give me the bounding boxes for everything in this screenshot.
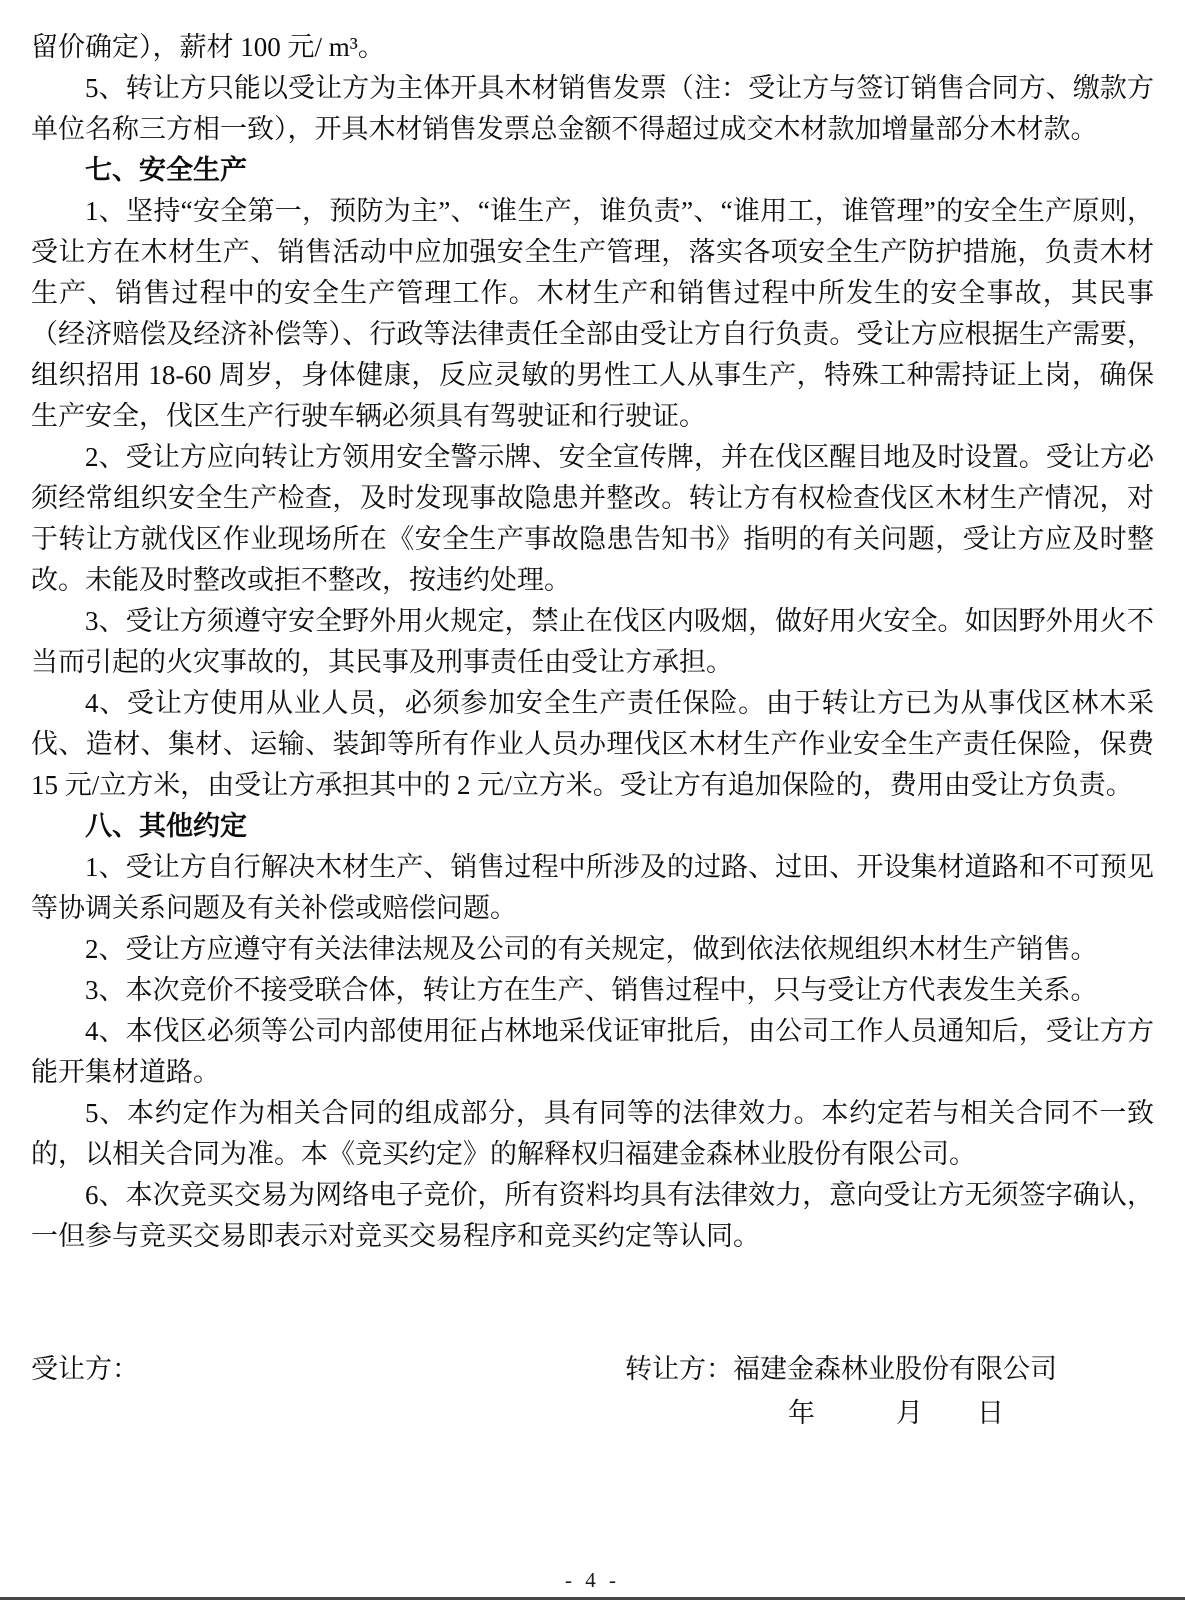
paragraph: 3、受让方须遵守安全野外用火规定，禁止在伐区内吸烟，做好用火安全。如因野外用火不当而引起的火灾事故的，其民事及刑事责任由受让方承担。 — [31, 606, 1154, 677]
section-heading: 七、安全生产 — [85, 155, 247, 185]
transferee-signature-label: 受让方： — [31, 1354, 139, 1384]
paragraph: 5、转让方只能以受让方为主体开具木材销售发票（注：受让方与签订销售合同方、缴款方单位名称三方相一致），开具木材销售发票总金额不得超过成交木材款加增量部分木材款。 — [31, 73, 1154, 144]
paragraph: 6、本次竞买交易为网络电子竞价，所有资料均具有法律效力，意向受让方无须签字确认，一但参与竞买交易即表示对竞买交易程序和竞买约定等认同。 — [31, 1180, 1154, 1251]
signature-date-line: 年 月 日 — [788, 1398, 1004, 1428]
paragraph: 1、受让方自行解决木材生产、销售过程中所涉及的过路、过田、开设集材道路和不可预见等协调关系问题及有关补偿或赔偿问题。 — [31, 852, 1154, 923]
paragraph: 2、受让方应遵守有关法律法规及公司的有关规定，做到依法依规组织木材生产销售。 — [85, 934, 1098, 964]
paragraph: 3、本次竞价不接受联合体，转让方在生产、销售过程中，只与受让方代表发生关系。 — [85, 975, 1098, 1005]
page-number: - 4 - — [565, 1568, 620, 1592]
paragraph: 4、本伐区必须等公司内部使用征占林地采伐证审批后，由公司工作人员通知后，受让方方能开集材道路。 — [31, 1016, 1154, 1087]
paragraph: 留价确定），薪材 100 元/ m³。 — [31, 32, 385, 62]
paragraph: 1、坚持“安全第一，预防为主”、“谁生产，谁负责”、“谁用工，谁管理”的安全生产原则，受让方在木材生产、销售活动中应加强安全生产管理，落实各项安全生产防护措施，负责木材生产、销售过程中的安全生产管理工作。木材生产和销售过程中所发生的安全事故，其民事（经济赔偿及经济补偿等）、行政等法律责任全部由受让方自行负责。受让方应根据生产需要，组织招用 18-60 周岁，身体健康，反应灵敏的男性工人从事生产，特殊工种需持证上岗，确保生产安全，伐区生产行驶车辆必须具有驾驶证和行驶证。 — [31, 196, 1154, 431]
signature-row — [31, 1349, 1154, 1390]
transferor-signature-label: 转让方：福建金森林业股份有限公司 — [625, 1354, 1057, 1384]
section-heading: 八、其他约定 — [85, 811, 247, 841]
paragraph-list — [31, 27, 1154, 1257]
paragraph: 2、受让方应向转让方领用安全警示牌、安全宣传牌，并在伐区醒目地及时设置。受让方必须经常组织安全生产检查，及时发现事故隐患并整改。转让方有权检查伐区木材生产情况，对于转让方就伐区作业现场所在《安全生产事故隐患告知书》指明的有关问题，受让方应及时整改。未能及时整改或拒不整改，按违约处理。 — [31, 442, 1154, 595]
paragraph: 5、本约定作为相关合同的组成部分，具有同等的法律效力。本约定若与相关合同不一致的，以相关合同为准。本《竞买约定》的解释权归福建金森林业股份有限公司。 — [31, 1098, 1154, 1169]
paragraph: 4、受让方使用从业人员，必须参加安全生产责任保险。由于转让方已为从事伐区林木采伐、造材、集材、运输、装卸等所有作业人员办理伐区木材生产作业安全生产责任保险，保费 15 元/立方米，由受让方承担其中的 2 元/立方米。受让方有追加保险的，费用由受让方负责。 — [31, 688, 1154, 800]
